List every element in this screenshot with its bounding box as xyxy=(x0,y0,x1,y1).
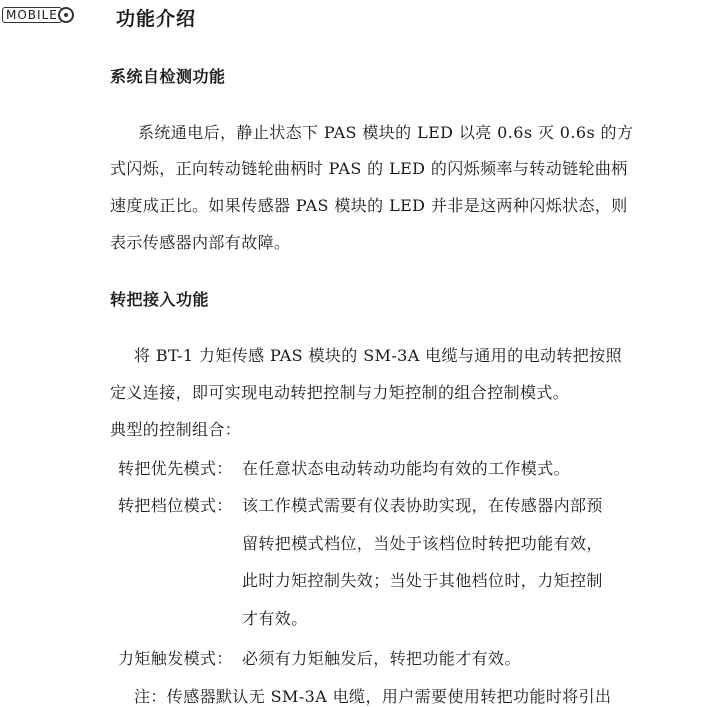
paragraph-line: 定义连接，即可实现电动转把控制与力矩控制的组合控制模式。 xyxy=(110,383,570,402)
mode-description-line: 留转把模式档位，当处于该档位时转把功能有效， xyxy=(242,534,603,553)
paragraph-line: 将 BT-1 力矩传感 PAS 模块的 SM-3A 电缆与通用的电动转把按照 xyxy=(134,346,622,365)
section-heading-self-test: 系统自检测功能 xyxy=(110,67,226,86)
mode-label: 转把优先模式： xyxy=(118,459,233,478)
watermark-circle-icon xyxy=(58,7,74,23)
mode-description-line: 必须有力矩触发后，转把功能才有效。 xyxy=(242,649,521,668)
paragraph-line: 速度成正比。如果传感器 PAS 模块的 LED 并非是这两种闪烁状态，则 xyxy=(110,196,628,215)
section-heading-throttle: 转把接入功能 xyxy=(110,290,210,309)
paragraph-line: 式闪烁，正向转动链轮曲柄时 PAS 的 LED 的闪烁频率与转动链轮曲柄 xyxy=(110,159,628,178)
paragraph-line: 系统通电后，静止状态下 PAS 模块的 LED 以亮 0.6s 灭 0.6s 的方 xyxy=(138,123,634,142)
mode-description-line: 该工作模式需要有仪表协助实现，在传感器内部预 xyxy=(242,496,603,515)
paragraph-line: 表示传感器内部有故障。 xyxy=(110,233,291,252)
mode-label: 转把档位模式： xyxy=(118,496,233,515)
watermark-text: MOBILE xyxy=(2,7,62,23)
mode-description-line: 此时力矩控制失效；当处于其他档位时，力矩控制 xyxy=(242,571,603,590)
mode-description-line: 在任意状态电动转动功能均有效的工作模式。 xyxy=(242,459,571,478)
page-title: 功能介绍 xyxy=(116,8,197,30)
paragraph-line: 典型的控制组合： xyxy=(110,420,242,439)
note-line: 注：传感器默认无 SM-3A 电缆，用户需要使用转把功能时将引出 xyxy=(134,687,612,706)
mode-description-line: 才有效。 xyxy=(242,609,308,628)
mobile01-watermark xyxy=(2,4,74,26)
mode-label: 力矩触发模式： xyxy=(118,649,233,668)
